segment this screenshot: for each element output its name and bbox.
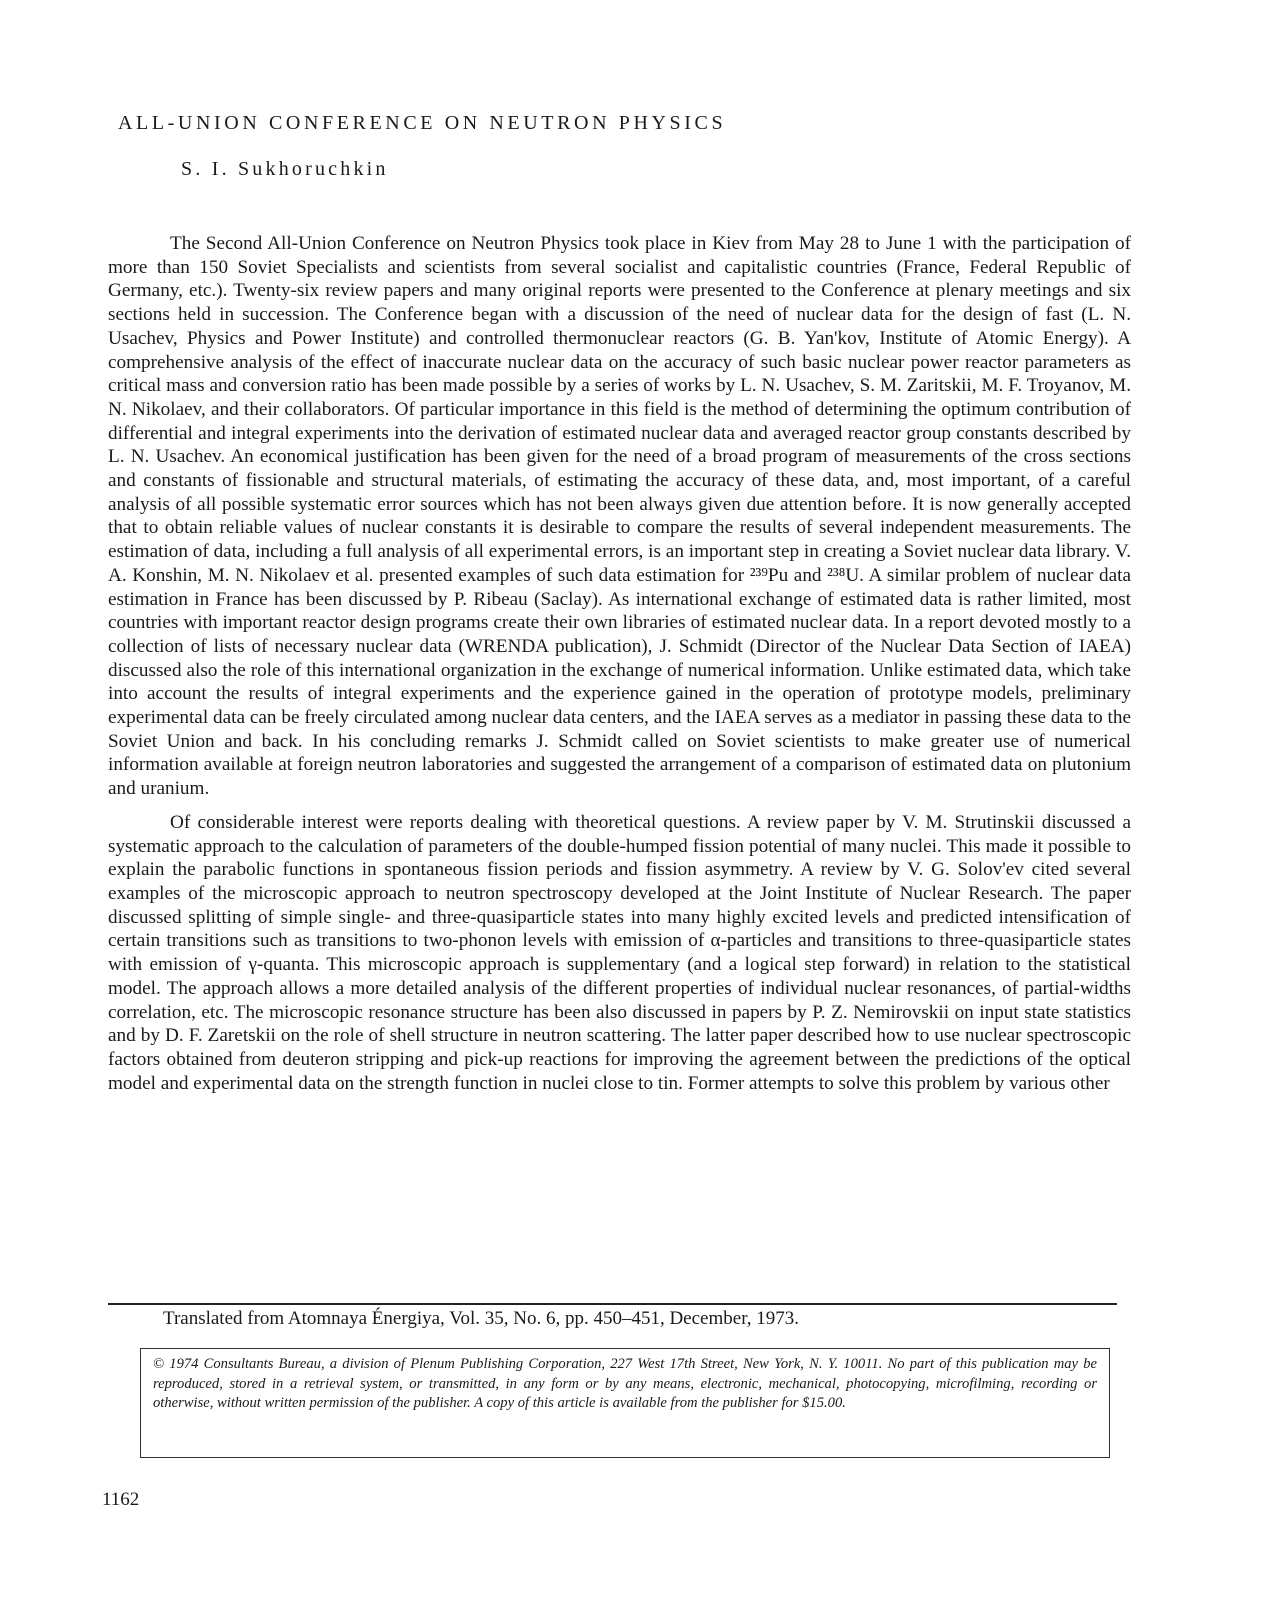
page-number: 1162 — [102, 1489, 140, 1510]
body-paragraph-1: The Second All-Union Conference on Neutron Physics took place in Kiev from May 28 to June 1 with the participation of more than 150 Soviet Specialists and scientists from several socialist and capitalistic countries (France, Federal Republic of Germany, etc.). Twenty-six review papers and many original reports were presented to the Conference at plenary meetings and six sections held in succession. The Conference began with a discussion of the need of nuclear data for the design of fast (L. N. Usachev, Physics and Power Institute) and controlled thermonuclear reactors (G. B. Yan'kov, Institute of Atomic Energy). A comprehensive analysis of the effect of inaccurate nuclear data on the accuracy of such basic nuclear power reactor parameters as critical mass and conversion ratio has been made possible by a series of works by L. N. Usachev, S. M. Zaritskii, M. F. Troyanov, M. N. Nikolaev, and their collaborators. Of particular importance in this field is the method of determining the optimum contribution of differential and integral experiments into the derivation of estimated nuclear data and averaged reactor group constants described by L. N. Usachev. An economical justification has been given for the need of a broad program of measurements of the cross sections and constants of fissionable and structural materials, of estimating the accuracy of these data, and, most important, of a careful analysis of all possible systematic error sources which has not been always given due attention before. It is now generally accepted that to obtain reliable values of nuclear constants it is desirable to compare the results of several independent measurements. The estimation of data, including a full analysis of all experimental errors, is an important step in creating a Soviet nuclear data library. V. A. Konshin, M. N. Nikolaev et al. presented examples of such data estimation for ²³⁹Pu and ²³⁸U. A similar problem of nuclear data estimation in France has been discussed by P. Ribeau (Saclay). As international exchange of estimated data is rather limited, most countries with important reactor design programs create their own libraries of estimated nuclear data. In a report devoted mostly to a collection of lists of necessary nuclear data (WRENDA publication), J. Schmidt (Director of the Nuclear Data Section of IAEA) discussed also the role of this international organization in the exchange of numerical information. Unlike estimated data, which take into account the results of integral experiments and the experience gained in the operation of prototype models, preliminary experimental data can be freely circulated among nuclear data centers, and the IAEA serves as a mediator in passing these data to the Soviet Union and back. In his concluding remarks J. Schmidt called on Soviet scientists to make greater use of numerical information available at foreign neutron laboratories and suggested the arrangement of a comparison of estimated data on plutonium and uranium. — [108, 233, 1131, 800]
body-paragraph-2: Of considerable interest were reports dealing with theoretical questions. A review paper by V. M. Strutinskii discussed a systematic approach to the calculation of parameters of the double-humped fission potential of many nuclei. This made it possible to explain the parabolic functions in spontaneous fission periods and fission asymmetry. A review by V. G. Solov'ev cited several examples of the microscopic approach to neutron spectroscopy developed at the Joint Institute of Nuclear Research. The paper discussed splitting of simple single- and three-quasiparticle states into many highly excited levels and predicted intensification of certain transitions such as transitions to two-phonon levels with emission of α-particles and transitions to three-quasiparticle states with emission of γ-quanta. This microscopic approach is supplementary (and a logical step forward) in relation to the statistical model. The approach allows a more detailed analysis of the different properties of individual nuclear resonances, of partial-widths correlation, etc. The microscopic resonance structure has been also discussed in papers by P. Z. Nemirovskii on input state statistics and by D. F. Zaretskii on the role of shell structure in neutron scattering. The latter paper described how to use nuclear spectroscopic factors obtained from deuteron stripping and pick-up reactions for improving the agreement between the predictions of the optical model and experimental data on the strength function in nuclei close to tin. Former attempts to solve this problem by various other — [108, 811, 1131, 1094]
footnote-divider — [108, 1303, 1117, 1305]
article-title: ALL-UNION CONFERENCE ON NEUTRON PHYSICS — [118, 112, 727, 134]
article-body — [108, 232, 1131, 1095]
copyright-notice-box: © 1974 Consultants Bureau, a division of Plenum Publishing Corporation, 227 West 17th Street, New York, N. Y. 10011. No part of this publication may be reproduced, stored in a retrieval system, or transmitted, in any form or by any means, electronic, mechanical, photocopying, microfilming, recording or otherwise, without written permission of the publisher. A copy of this article is available from the publisher for $15.00. — [140, 1348, 1110, 1458]
translation-source-note: Translated from Atomnaya Énergiya, Vol. 35, No. 6, pp. 450–451, December, 1973. — [163, 1308, 800, 1329]
article-author: S. I. Sukhoruchkin — [181, 158, 389, 180]
